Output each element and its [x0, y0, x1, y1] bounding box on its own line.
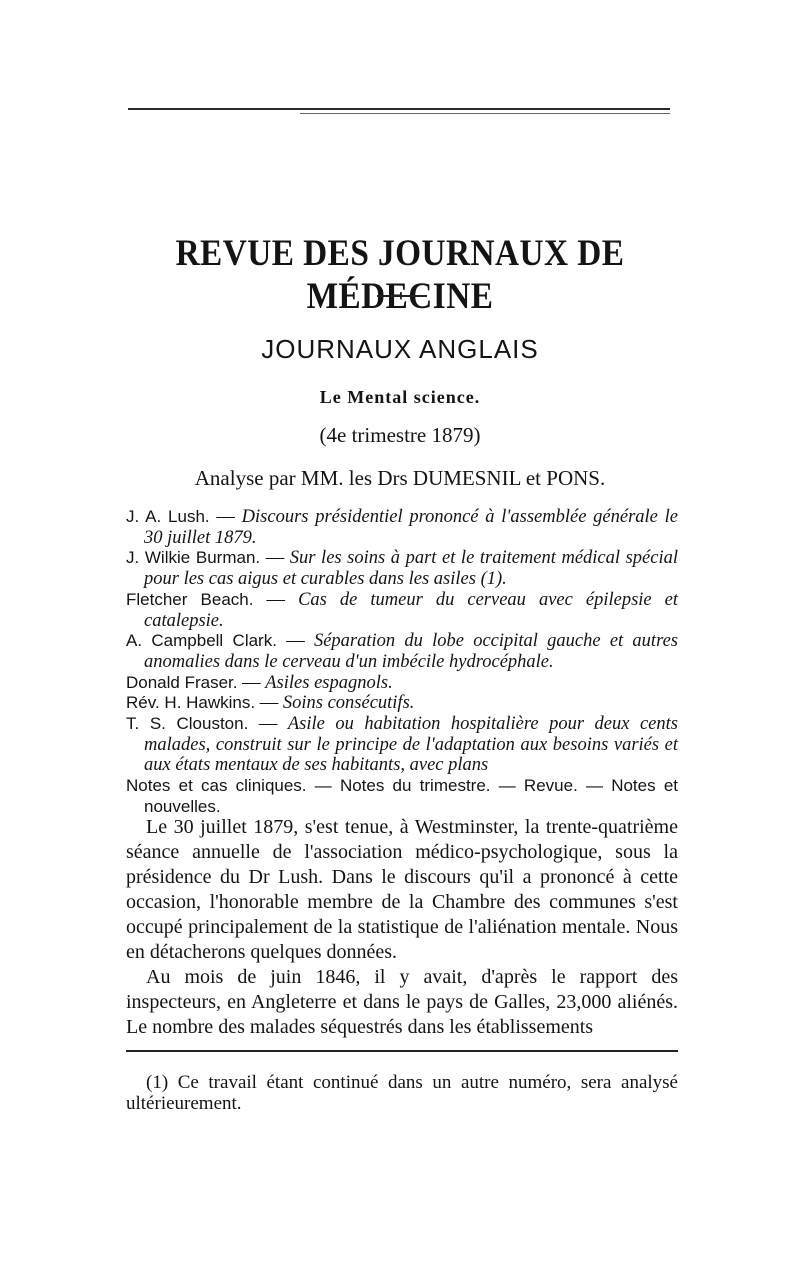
- top-rule: [128, 108, 670, 110]
- body-paragraph: Au mois de juin 1846, il y avait, d'après le rapport des inspecteurs, en Angleterre et dans le pays de Galles, 23,000 aliénés. Le nombre des malades séquestrés dans les établissements: [126, 966, 678, 1038]
- top-rule-secondary: [300, 113, 670, 114]
- journal-name: Le Mental science.: [319, 387, 481, 407]
- contents-entry: T. S. Clouston. — Asile ou habitation hospitalière pour deux cents malades, construit sur le principe de l'adaptation aux besoins variés et aux états mentaux de ses habitants, avec plans: [126, 714, 678, 776]
- body-paragraph: Le 30 juillet 1879, s'est tenue, à Westminster, la trente-quatrième séance annuelle de l'association médico-psychologique, sous la présidence du Dr Lush. Dans le discours qu'il a prononcé à cette occasion, l'honorable membre de la Chambre des communes s'est occupé principalement de la statistique de l'aliénation mentale. Nous en détacherons quelques données.: [126, 816, 678, 963]
- footnote-rule: [126, 1050, 678, 1052]
- contents-entry: Fletcher Beach. — Cas de tumeur du cerveau avec épilepsie et catalepsie.: [126, 589, 679, 631]
- contents-entry: J. A. Lush. — Discours présidentiel prononcé à l'assemblée générale le 30 juillet 1879.: [126, 507, 678, 548]
- analysis-credit: Analyse par MM. les Drs DUMESNIL et PONS.: [194, 466, 606, 490]
- page-title: REVUE DES JOURNAUX DE MÉDECINE: [175, 233, 625, 317]
- footnote: (1) Ce travail étant continué dans un autre numéro, sera analysé ultérieurement.: [126, 1072, 678, 1114]
- contents-entry: A. Campbell Clark. — Séparation du lobe occipital gauche et autres anomalies dans le cerveau d'un imbécile hydrocéphale.: [126, 631, 678, 672]
- contents-entry: Notes et cas cliniques. — Notes du trimestre. — Revue. — Notes et nouvelles.: [126, 776, 678, 816]
- contents-entry: Donald Fraser. — Asiles espagnols.: [126, 672, 393, 693]
- contents-list: [126, 507, 678, 818]
- section-heading: JOURNAUX ANGLAIS: [261, 334, 539, 364]
- contents-entry: J. Wilkie Burman. — Sur les soins à part et le traitement médical spécial pour les cas aigus et curables dans les asiles (1).: [126, 548, 678, 590]
- title-divider: [377, 295, 427, 297]
- quarter-label: (4e trimestre 1879): [319, 423, 481, 447]
- contents-entry: Rév. H. Hawkins. — Soins consécutifs.: [126, 693, 415, 714]
- article-body: [126, 815, 678, 1040]
